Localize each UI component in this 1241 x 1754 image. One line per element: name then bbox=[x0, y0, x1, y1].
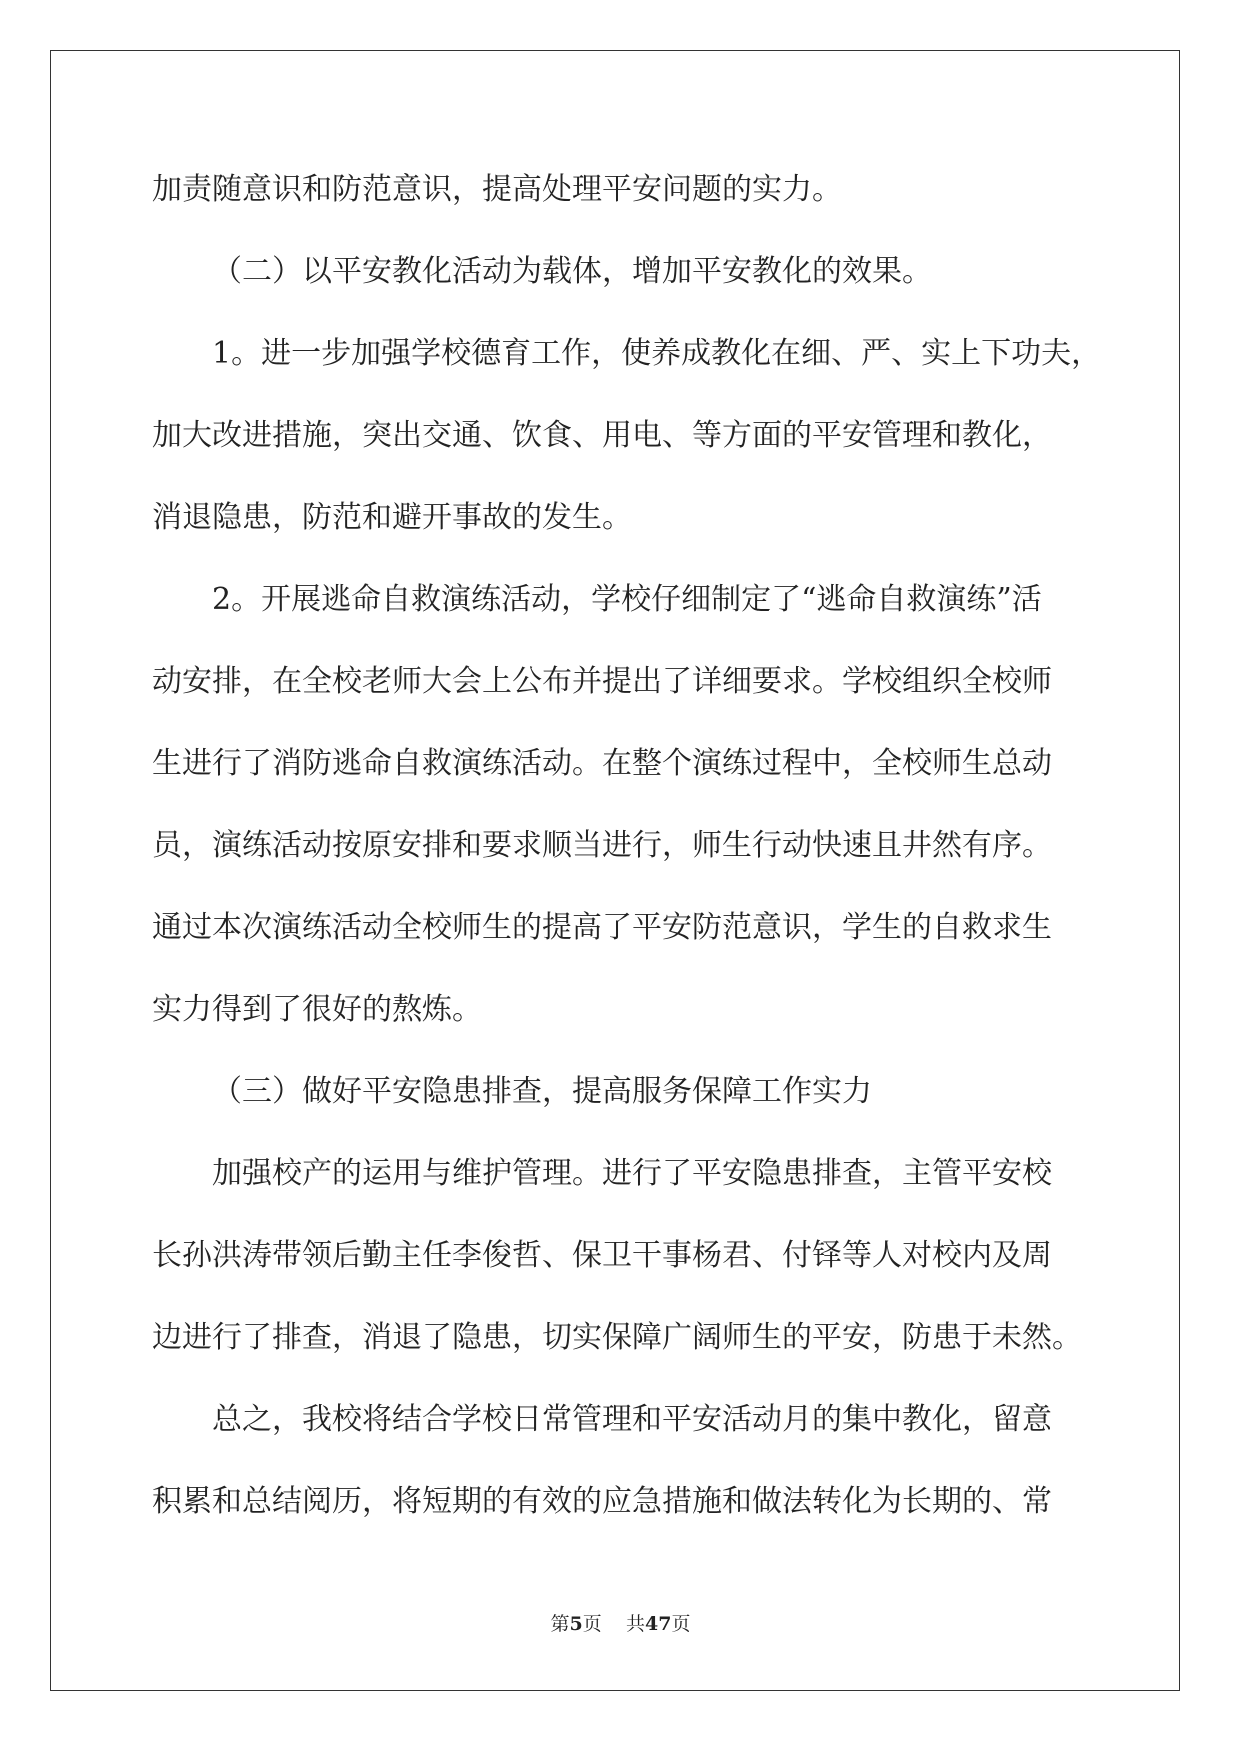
body-line-11: 实力得到了很好的熬炼。 bbox=[152, 992, 482, 1027]
section-heading-2: （二）以平安教化活动为载体，增加平安教化的效果。 bbox=[212, 254, 932, 289]
page-border bbox=[50, 50, 1180, 1691]
footer-page-number: 5 bbox=[569, 1613, 583, 1635]
footer-total-number: 47 bbox=[644, 1613, 672, 1635]
body-line-3: 1。进一步加强学校德育工作，使养成教化在细、严、实上下功夫， bbox=[212, 336, 1102, 371]
body-line-16: 总之，我校将结合学校日常管理和平安活动月的集中教化，留意 bbox=[212, 1402, 1052, 1437]
footer-total-suffix: 页 bbox=[671, 1613, 691, 1635]
body-line-8: 生进行了消防逃命自救演练活动。在整个演练过程中，全校师生总动 bbox=[152, 746, 1052, 781]
body-line-15: 边进行了排查，消退了隐患，切实保障广阔师生的平安，防患于未然。 bbox=[152, 1320, 1082, 1355]
footer-page-prefix: 第 bbox=[550, 1613, 570, 1635]
body-line-10: 通过本次演练活动全校师生的提高了平安防范意识，学生的自救求生 bbox=[152, 910, 1052, 945]
body-line-5: 消退隐患，防范和避开事故的发生。 bbox=[152, 500, 632, 535]
body-line-17: 积累和总结阅历，将短期的有效的应急措施和做法转化为长期的、常 bbox=[152, 1484, 1052, 1519]
body-line-1: 加责随意识和防范意识，提高处理平安问题的实力。 bbox=[152, 172, 842, 207]
page-footer bbox=[0, 1612, 1241, 1636]
body-line-6: 2。开展逃命自救演练活动，学校仔细制定了“逃命自救演练”活 bbox=[212, 582, 1042, 617]
body-line-14: 长孙洪涛带领后勤主任李俊哲、保卫干事杨君、付铎等人对校内及周 bbox=[152, 1238, 1052, 1273]
footer-page-suffix: 页 bbox=[582, 1613, 602, 1635]
body-line-13: 加强校产的运用与维护管理。进行了平安隐患排查，主管平安校 bbox=[212, 1156, 1052, 1191]
body-line-7: 动安排，在全校老师大会上公布并提出了详细要求。学校组织全校师 bbox=[152, 664, 1052, 699]
footer-total-prefix: 共 bbox=[625, 1613, 645, 1635]
body-line-4: 加大改进措施，突出交通、饮食、用电、等方面的平安管理和教化， bbox=[152, 418, 1052, 453]
body-line-9: 员，演练活动按原安排和要求顺当进行，师生行动快速且井然有序。 bbox=[152, 828, 1052, 863]
section-heading-3: （三）做好平安隐患排查，提高服务保障工作实力 bbox=[212, 1074, 872, 1109]
